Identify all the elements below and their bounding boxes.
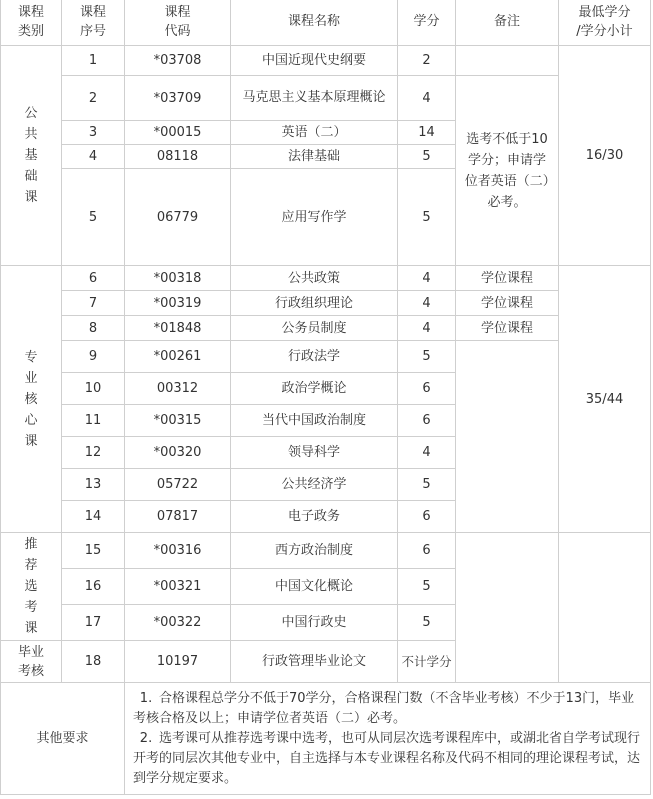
remark-cell: 学位课程: [456, 266, 559, 291]
seq-cell: 5: [62, 169, 125, 266]
name-cell: 公共经济学: [231, 469, 398, 501]
header-code: 课程 代码: [125, 0, 231, 46]
name-cell: 政治学概论: [231, 373, 398, 405]
seq-cell: 8: [62, 316, 125, 341]
seq-cell: 1: [62, 46, 125, 76]
code-cell: *01848: [125, 316, 231, 341]
header-row: [1, 0, 651, 46]
requirement-item: 1. 合格课程总学分不低于70学分，合格课程门数（不含毕业考核）不少于13门，毕业考核合格及以上；申请学位者英语（二）必考。: [133, 690, 635, 726]
credit-cell: 5: [398, 145, 456, 169]
name-cell: 英语（二）: [231, 121, 398, 145]
name-cell: 中国近现代史纲要: [231, 46, 398, 76]
name-cell: 法律基础: [231, 145, 398, 169]
table-row: [1, 291, 651, 316]
table-row: [1, 46, 651, 76]
name-cell: 领导科学: [231, 437, 398, 469]
requirement-item: 2. 选考课可从推荐选考课中选考，也可从同层次选考课程库中，或湖北省自学考试现行开考的同层次其他专业中，自主选择与本专业课程名称及代码不相同的理论课程考试，达到学分规定要求。: [133, 730, 641, 786]
other-requirements-text: [125, 683, 651, 795]
code-cell: *03708: [125, 46, 231, 76]
code-cell: 06779: [125, 169, 231, 266]
category-graduation: 毕业 考核: [1, 641, 62, 683]
credit-cell: 4: [398, 76, 456, 121]
name-cell: 中国文化概论: [231, 569, 398, 605]
code-cell: 10197: [125, 641, 231, 683]
other-requirements-label: 其他要求: [1, 683, 125, 795]
code-cell: *00315: [125, 405, 231, 437]
code-cell: 07817: [125, 501, 231, 533]
code-cell: 05722: [125, 469, 231, 501]
credit-cell: 6: [398, 501, 456, 533]
credit-cell: 6: [398, 373, 456, 405]
header-name: 课程名称: [231, 0, 398, 46]
header-credit: 学分: [398, 0, 456, 46]
seq-cell: 2: [62, 76, 125, 121]
seq-cell: 4: [62, 145, 125, 169]
name-cell: 应用写作学: [231, 169, 398, 266]
header-category: 课程 类别: [1, 0, 62, 46]
seq-cell: 7: [62, 291, 125, 316]
category-core: 专 业 核 心 课: [1, 266, 62, 533]
remark-elective-empty: [456, 533, 559, 683]
credit-cell: 5: [398, 569, 456, 605]
credit-cell: 6: [398, 405, 456, 437]
credit-cell: 不计学分: [398, 641, 456, 683]
credit-cell: 5: [398, 469, 456, 501]
remark-cell: [456, 46, 559, 76]
code-cell: *00316: [125, 533, 231, 569]
credit-cell: 6: [398, 533, 456, 569]
name-cell: 行政法学: [231, 341, 398, 373]
seq-cell: 18: [62, 641, 125, 683]
table-row: [1, 76, 651, 121]
seq-cell: 9: [62, 341, 125, 373]
seq-cell: 11: [62, 405, 125, 437]
credit-cell: 4: [398, 266, 456, 291]
seq-cell: 6: [62, 266, 125, 291]
seq-cell: 12: [62, 437, 125, 469]
credit-cell: 5: [398, 605, 456, 641]
remark-core-empty: [456, 341, 559, 533]
name-cell: 中国行政史: [231, 605, 398, 641]
header-min-credit: 最低学分 /学分小计: [559, 0, 651, 46]
table-row: [1, 266, 651, 291]
code-cell: *00321: [125, 569, 231, 605]
credit-cell: 5: [398, 169, 456, 266]
seq-cell: 15: [62, 533, 125, 569]
category-public: 公 共 基 础 课: [1, 46, 62, 266]
table-row: [1, 341, 651, 373]
table-row: [1, 533, 651, 569]
category-elective: 推 荐 选 考 课: [1, 533, 62, 641]
name-cell: 行政组织理论: [231, 291, 398, 316]
subtotal-core: 35/44: [559, 266, 651, 533]
code-cell: *00320: [125, 437, 231, 469]
name-cell: 马克思主义基本原理概论: [231, 76, 398, 121]
credit-cell: 4: [398, 291, 456, 316]
remark-public: 选考不低于10学分；申请学位者英语（二）必考。: [456, 76, 559, 266]
remark-cell: 学位课程: [456, 291, 559, 316]
code-cell: *00015: [125, 121, 231, 145]
other-requirements-row: [1, 683, 651, 795]
code-cell: *00319: [125, 291, 231, 316]
remark-cell: 学位课程: [456, 316, 559, 341]
name-cell: 西方政治制度: [231, 533, 398, 569]
credit-cell: 5: [398, 341, 456, 373]
credit-cell: 14: [398, 121, 456, 145]
name-cell: 公务员制度: [231, 316, 398, 341]
subtotal-public: 16/30: [559, 46, 651, 266]
credit-cell: 4: [398, 437, 456, 469]
credit-cell: 2: [398, 46, 456, 76]
table-row: [1, 316, 651, 341]
name-cell: 电子政务: [231, 501, 398, 533]
name-cell: 行政管理毕业论文: [231, 641, 398, 683]
subtotal-elective-empty: [559, 533, 651, 683]
seq-cell: 17: [62, 605, 125, 641]
code-cell: *00261: [125, 341, 231, 373]
code-cell: 08118: [125, 145, 231, 169]
code-cell: *03709: [125, 76, 231, 121]
name-cell: 公共政策: [231, 266, 398, 291]
header-remark: 备注: [456, 0, 559, 46]
credit-cell: 4: [398, 316, 456, 341]
seq-cell: 14: [62, 501, 125, 533]
seq-cell: 13: [62, 469, 125, 501]
code-cell: *00322: [125, 605, 231, 641]
seq-cell: 10: [62, 373, 125, 405]
seq-cell: 16: [62, 569, 125, 605]
code-cell: 00312: [125, 373, 231, 405]
code-cell: *00318: [125, 266, 231, 291]
name-cell: 当代中国政治制度: [231, 405, 398, 437]
seq-cell: 3: [62, 121, 125, 145]
header-seq: 课程 序号: [62, 0, 125, 46]
